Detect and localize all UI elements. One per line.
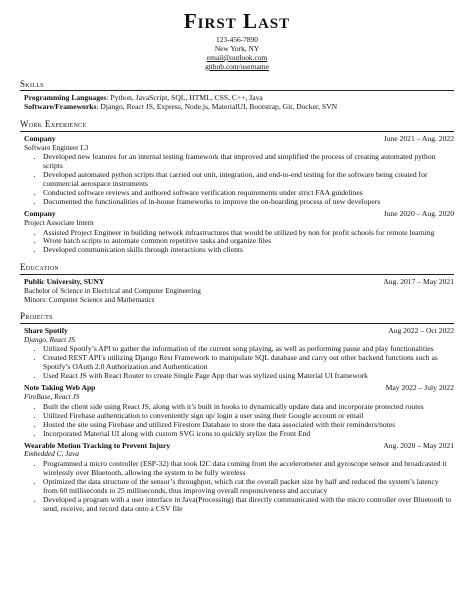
skills-frameworks	[20, 103, 454, 112]
bullet-item: • Hosted the site using Firebase and utilized Firestore Database to store the data associated with their reminders/notes	[43, 421, 454, 430]
bullet-item: • Developed automated python scripts that carried out unit, integration, and end-to-end testing for the software being created for commercial aerospace instruments	[43, 171, 454, 189]
bullet-item: • Conducted software reviews and authored software verification requirements under strict FAA guidelines	[43, 189, 454, 198]
bullet-item: • Programmed a micro controller (ESP-32) that took I2C data coming from the accelerometer and gyroscope sensor and broadcasted it wirelessly over Bluetooth, allowing the system to be fully wireless	[43, 460, 454, 478]
github-link[interactable]: github.com/username	[205, 61, 269, 71]
project-bullets	[24, 403, 454, 439]
section-title-experience: Work Experience	[20, 119, 454, 132]
bullet-item: • Developed communication skills through interactions with clients	[43, 246, 454, 255]
minors: Minors: Computer Science and Mathematics	[24, 294, 155, 304]
project-tech: Django, React JS	[24, 334, 75, 344]
projects-section	[20, 311, 454, 514]
job-bullets	[24, 153, 454, 207]
phone-number: 123-456-7890	[216, 35, 258, 45]
skills-languages-label: Programming Languages	[24, 93, 107, 103]
job-dates: June 2021 – Aug. 2022	[383, 133, 454, 143]
bullet-item: • Used React JS with React Router to create Single Page App that was stylized using Material UI framework	[43, 372, 454, 381]
bullet-item: • Optimized the data structure of the sensor’s throughput, which cut the overall packet size by half and reduced the system’s latency from 60 milliseconds to 25 milliseconds, thus improving overall responsiveness and accuracy	[43, 478, 454, 496]
section-title-skills: Skills	[20, 79, 454, 92]
bullet-item: • Assisted Project Engineer in building network infrastructures that would be utilized by non for profit schools for remote learning	[43, 229, 454, 238]
degree: Bachelor of Science in Electrical and Computer Engineering	[24, 285, 201, 295]
experience-entry	[20, 210, 454, 255]
bullet-item: • Developed new features for an internal testing framework that improved and simplified the process of creating automated python scripts	[43, 153, 454, 171]
bullet-item: • Wrote batch scripts to automate common repetitive tasks and organize files	[43, 237, 454, 246]
skills-section	[20, 79, 454, 113]
job-dates: June 2020 – Aug. 2020	[383, 208, 454, 218]
project-entry	[20, 327, 454, 381]
bullet-item: • Utilized Spotify’s API to gather the information of the current song playing, as well as performing pause and play functionalities	[43, 345, 454, 354]
job-title: Project Associate Intern	[24, 217, 94, 227]
company-name: Company	[24, 133, 56, 143]
skills-frameworks-value: : Django, React JS, Express, Node.js, MaterialUI, Bootstrap, Git, Docker, SVN	[96, 102, 338, 112]
resume-name: First Last	[183, 9, 291, 33]
job-title: Software Engineer L3	[24, 142, 89, 152]
bullet-item: • Utilized Firebase authentication to conveniently sign up/ login a user using their Google account or email	[43, 412, 454, 421]
bullet-item: • Documented the functionalities of in-house frameworks to improve the on-boarding process of new developers	[43, 198, 454, 207]
bullet-item: • Developed a program with a user interface in Java(Processing) that directly communicated with the micro controller over Bluetooth to send, receive, and record data onto a CSV file	[43, 496, 454, 514]
education-dates: Aug. 2017 – May 2021	[383, 276, 454, 286]
project-tech: Embedded C, Java	[24, 449, 79, 459]
skills-frameworks-label: Software/Frameworks	[24, 102, 97, 112]
location: New York, NY	[214, 43, 260, 53]
project-entry	[20, 442, 454, 514]
school-name: Public University, SUNY	[24, 276, 105, 286]
education-section	[20, 262, 454, 304]
experience-entry	[20, 135, 454, 207]
contact-block	[20, 36, 454, 72]
project-name: Note Taking Web App	[24, 383, 96, 393]
job-bullets	[24, 229, 454, 256]
project-name: Wearable Motion Tracking to Prevent Injury	[24, 440, 171, 450]
project-dates: May 2022 – July 2022	[385, 383, 454, 393]
experience-section	[20, 119, 454, 255]
project-dates: Aug. 2020 – May 2021	[383, 440, 454, 450]
email-link[interactable]: email@outlook.com	[206, 52, 268, 62]
project-entry	[20, 384, 454, 438]
bullet-item: • Built the client side using React JS, along with it’s built in hooks to dynamically update data and incorporate protected routes	[43, 403, 454, 412]
project-bullets	[24, 460, 454, 514]
project-tech: FireBase, React JS	[24, 392, 80, 402]
project-name: Share Spotify	[24, 325, 68, 335]
company-name: Company	[24, 208, 56, 218]
project-bullets	[24, 345, 454, 381]
project-dates: Aug 2022 – Oct 2022	[388, 325, 454, 335]
bullet-item: • Incorporated Material UI along with custom SVG icons to quickly stylize the Front End	[43, 430, 454, 439]
resume-page	[20, 0, 454, 514]
skills-languages-value: : Python, JavaScript, SQL, HTML, CSS, C++, Java	[106, 93, 263, 103]
education-entry	[20, 278, 454, 304]
section-title-projects: Projects	[20, 311, 454, 324]
section-title-education: Education	[20, 262, 454, 275]
bullet-item: • Created REST API’s utilizing Django Rest Framework to manipulate SQL database and carry out other backend functions such as Spotify’s OAuth 2.0 Authorization and Authentication	[43, 354, 454, 372]
